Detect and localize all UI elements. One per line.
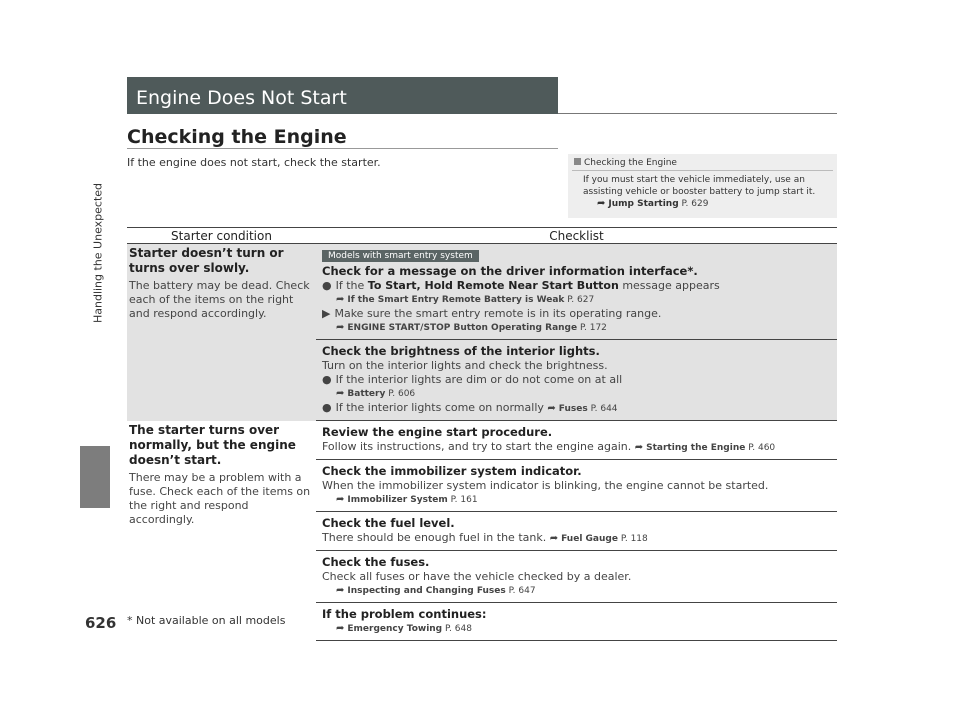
model-badge: Models with smart entry system xyxy=(322,250,479,262)
reference-arrow-icon: ➦ xyxy=(336,494,345,505)
ref-link[interactable]: Fuses xyxy=(558,404,588,414)
note-title: Checking the Engine xyxy=(584,158,677,168)
note-rule xyxy=(572,170,833,171)
section-rule xyxy=(127,148,558,149)
footnote: * Not available on all models xyxy=(127,614,286,627)
side-note xyxy=(568,154,837,218)
note-ref-link[interactable]: Jump Starting xyxy=(608,199,679,209)
reference-arrow-icon: ➦ xyxy=(547,403,556,414)
condition-cell: Starter doesn’t turn or turns over slowly. The battery may be dead. Check each of the items on the right and respond accordingly. xyxy=(127,244,316,421)
reference-arrow-icon: ➦ xyxy=(549,533,559,544)
checklist-cell: Models with smart entry system Check for a message on the driver information interface*. ● If the To Start, Hold Remote Near Start Button message appears ➦ If the Smart Entry Remote Battery is Weak P. 627 ▶ Make sure the smart entry remote is in its operating range. ➦ ENGINE START/STOP Button Operating Range P. 172 xyxy=(316,244,837,340)
condition-cell: The starter turns over normally, but the engine doesn’t start. There may be a problem with a fuse. Check each of the items on the right and respond accordingly. xyxy=(129,422,311,526)
sidebar-chapter-label: Handling the Unexpected xyxy=(91,182,105,324)
ref-link[interactable]: If the Smart Entry Remote Battery is Weak xyxy=(347,295,565,305)
header-checklist: Checklist xyxy=(316,228,837,244)
ref-link[interactable]: Starting the Engine xyxy=(646,443,746,453)
checklist-cell: Review the engine start procedure. Follow its instructions, and try to start the engine again. ➦ Starting the Engine P. 460 xyxy=(316,421,837,460)
ref-link[interactable]: ENGINE START/STOP Button Operating Range xyxy=(347,323,578,333)
intro-text: If the engine does not start, check the starter. xyxy=(127,156,381,169)
title-rule xyxy=(558,113,837,114)
reference-arrow-icon: ➦ xyxy=(336,322,345,333)
ref-link[interactable]: Emergency Towing xyxy=(347,624,443,634)
section-title: Checking the Engine xyxy=(127,126,347,148)
note-body: If you must start the vehicle immediately, use an assisting vehicle or booster battery to jump start it. ➦ Jump Starting P. 629 xyxy=(583,175,816,209)
chapter-tab xyxy=(80,446,110,508)
starter-checklist-table xyxy=(127,227,837,641)
reference-arrow-icon: ➦ xyxy=(336,294,345,305)
ref-link[interactable]: Immobilizer System xyxy=(347,495,448,505)
checklist-cell: Check the immobilizer system indicator. When the immobilizer system indicator is blinking, the engine cannot be started. ➦ Immobilizer System P. 161 xyxy=(316,460,837,512)
triangle-bullet-icon: ▶ xyxy=(322,307,331,320)
ref-link[interactable]: Battery xyxy=(347,389,386,399)
checklist-cell: Check the fuel level. There should be enough fuel in the tank. ➦ Fuel Gauge P. 118 xyxy=(316,512,837,551)
table-row xyxy=(127,421,837,460)
checklist-cell: If the problem continues: ➦ Emergency Towing P. 648 xyxy=(316,603,837,641)
header-starter-condition: Starter condition xyxy=(127,228,316,244)
table-row xyxy=(127,244,837,340)
bullet-icon: ● xyxy=(322,373,332,386)
checklist-cell: Check the fuses. Check all fuses or have the vehicle checked by a dealer. ➦ Inspecting and Changing Fuses P. 647 xyxy=(316,551,837,603)
page-title: Engine Does Not Start xyxy=(136,87,347,109)
checklist-cell: Check the brightness of the interior lights. Turn on the interior lights and check the brightness. ● If the interior lights are dim or do not come on at all ➦ Battery P. 606 ● If the interior lights come on normally ➦ Fuses P. 644 xyxy=(316,340,837,421)
reference-arrow-icon: ➦ xyxy=(336,623,345,634)
note-icon xyxy=(574,158,581,165)
reference-arrow-icon: ➦ xyxy=(336,388,345,399)
bullet-icon: ● xyxy=(322,279,332,292)
page-number: 626 xyxy=(85,614,117,632)
page-title-bar xyxy=(127,77,558,114)
reference-arrow-icon: ➦ xyxy=(634,442,644,453)
bullet-icon: ● xyxy=(322,401,332,414)
reference-arrow-icon: ➦ xyxy=(597,198,606,209)
ref-link[interactable]: Inspecting and Changing Fuses xyxy=(347,586,506,596)
ref-link[interactable]: Fuel Gauge xyxy=(561,534,618,544)
reference-arrow-icon: ➦ xyxy=(336,585,345,596)
